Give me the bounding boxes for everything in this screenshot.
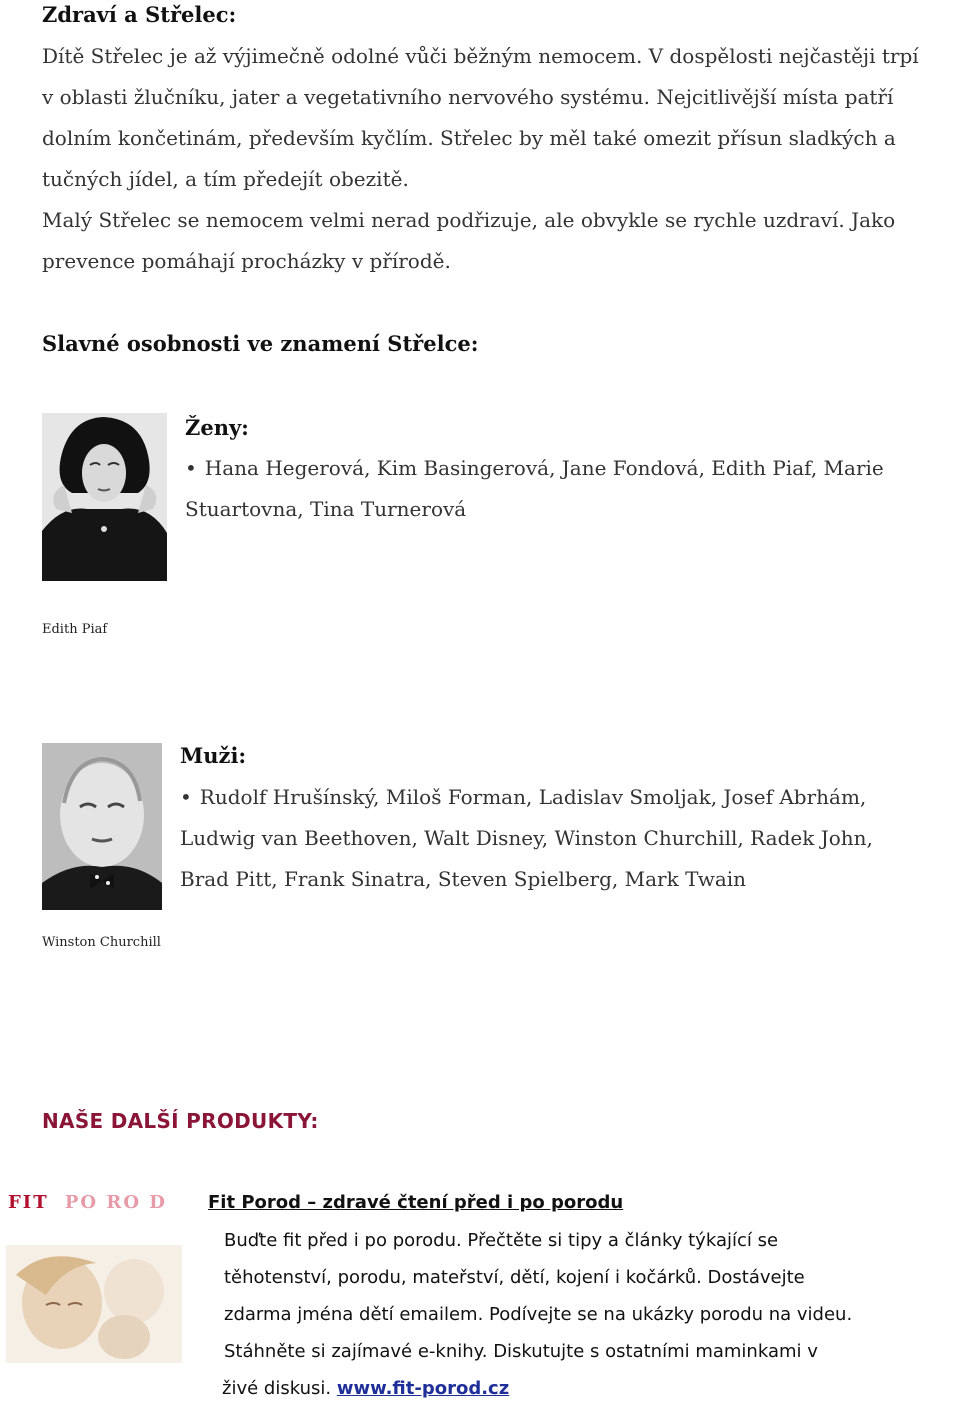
- health-line: v oblasti žlučníku, jater a vegetativního nervového systému. Nejcitlivější místa patří: [42, 85, 894, 109]
- mother-baby-icon: [6, 1245, 182, 1363]
- men-names-line: Rudolf Hrušínský, Miloš Forman, Ladislav Smoljak, Josef Abrhám,: [199, 785, 867, 809]
- fit-porod-title-link[interactable]: Fit Porod – zdravé čtení před i po porodu: [208, 1192, 624, 1213]
- portrait-woman-icon: [42, 413, 167, 581]
- logo-porod-text: PO RO D: [64, 1192, 167, 1213]
- logo-fit-text: FIT: [8, 1192, 49, 1213]
- edith-piaf-photo: [42, 413, 167, 581]
- men-list: [180, 777, 950, 900]
- men-heading: Muži:: [180, 743, 247, 768]
- women-list: [185, 448, 945, 530]
- health-paragraph: [42, 36, 947, 282]
- promo-line: zdarma jména dětí emailem. Podívejte se na ukázky porodu na videu.: [224, 1304, 853, 1325]
- health-line: Dítě Střelec je až výjimečně odolné vůči běžným nemocem. V dospělosti nejčastěji trpí: [42, 44, 919, 68]
- women-names-line: Hana Hegerová, Kim Basingerová, Jane Fondová, Edith Piaf, Marie: [204, 456, 884, 480]
- women-names-line: Stuartovna, Tina Turnerová: [185, 497, 467, 521]
- promo-line: Buďte fit před i po porodu. Přečtěte si tipy a články týkající se: [224, 1230, 779, 1251]
- fit-porod-url-link[interactable]: www.fit-porod.cz: [336, 1378, 510, 1399]
- promo-text: [224, 1222, 960, 1370]
- women-heading: Ženy:: [185, 415, 249, 440]
- edith-piaf-caption: Edith Piaf: [42, 622, 108, 637]
- winston-churchill-photo: [42, 743, 162, 910]
- promo-line: Stáhněte si zajímavé e-knihy. Diskutujte s ostatními maminkami v: [224, 1341, 818, 1362]
- men-names-line: Brad Pitt, Frank Sinatra, Steven Spielberg, Mark Twain: [180, 867, 747, 891]
- bullet: •: [185, 456, 197, 480]
- bullet: •: [180, 785, 192, 809]
- health-title: Zdraví a Střelec:: [42, 2, 237, 27]
- portrait-man-icon: [42, 743, 162, 910]
- mother-baby-photo: [6, 1245, 182, 1363]
- men-names-line: Ludwig van Beethoven, Walt Disney, Winston Churchill, Radek John,: [180, 826, 873, 850]
- fit-porod-logo[interactable]: [8, 1192, 167, 1213]
- promo-line: těhotenství, porodu, mateřství, dětí, kojení i kočárků. Dostávejte: [224, 1267, 805, 1288]
- famous-title: Slavné osobnosti ve znamení Střelce:: [42, 331, 479, 356]
- promo-last-text: živé diskusi.: [222, 1378, 332, 1399]
- winston-churchill-caption: Winston Churchill: [42, 935, 161, 950]
- promo-last-line: [222, 1370, 509, 1407]
- health-line: tučných jídel, a tím předejít obezitě.: [42, 167, 409, 191]
- health-line: prevence pomáhají procházky v přírodě.: [42, 249, 451, 273]
- health-line: Malý Střelec se nemocem velmi nerad podřizuje, ale obvykle se rychle uzdraví. Jako: [42, 208, 896, 232]
- health-line: dolním končetinám, především kyčlím. Střelec by měl také omezit přísun sladkých a: [42, 126, 896, 150]
- products-title: NAŠE DALŠÍ PRODUKTY:: [42, 1109, 319, 1133]
